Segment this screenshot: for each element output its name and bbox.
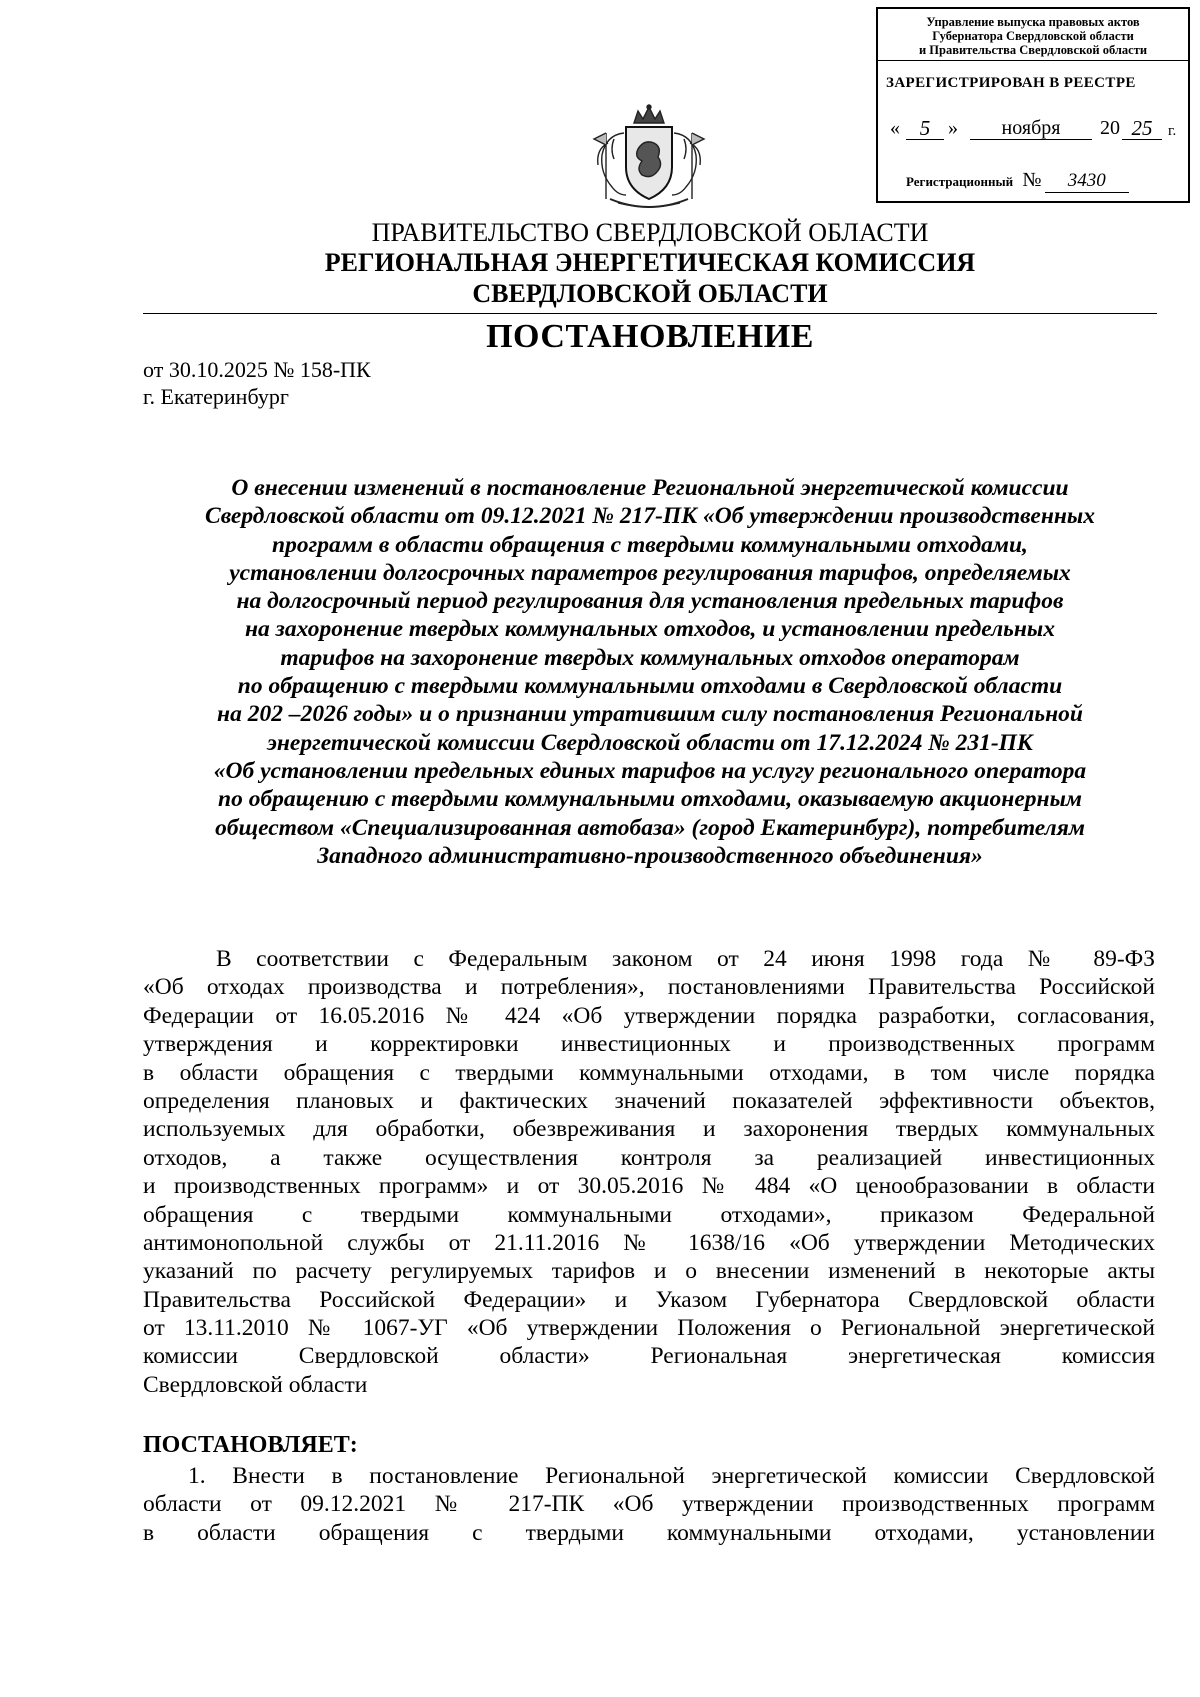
- stamp-day: 5: [906, 117, 944, 140]
- stamp-reg-label: Регистрационный: [906, 174, 1014, 189]
- stamp-year-prefix: 20: [1100, 117, 1120, 139]
- body-line: комиссии Свердловской области» Региональная энергетическая комиссия: [143, 1343, 1155, 1370]
- stamp-reg-value: 3430: [1045, 170, 1129, 193]
- title-line: Свердловской области от 09.12.2021 № 217-ПК «Об утверждении производственных: [205, 503, 1095, 530]
- title-line: на 202 –2026 годы» и о признании утратившим силу постановления Региональной: [217, 701, 1083, 728]
- title-line: на захоронение твердых коммунальных отходов, и установлении предельных: [245, 616, 1055, 643]
- commission-name-line1: РЕГИОНАЛЬНАЯ ЭНЕРГЕТИЧЕСКАЯ КОМИССИЯ: [324, 248, 976, 277]
- preamble-paragraph: [143, 945, 1155, 1399]
- title-line: по обращению с твердыми коммунальными отходами, оказываемую акционерным: [218, 786, 1082, 813]
- registration-stamp: [876, 7, 1190, 203]
- body-line: от 13.11.2010 № 1067-УГ «Об утверждении Положения о Региональной энергетической: [143, 1315, 1155, 1342]
- body-line: Правительства Российской Федерации» и Указом Губернатора Свердловской области: [143, 1286, 1155, 1313]
- title-line: О внесении изменений в постановление Региональной энергетической комиссии: [231, 475, 1069, 501]
- item-1-paragraph: [143, 1462, 1155, 1547]
- body-line: Федерации от 16.05.2016 № 424 «Об утверждении порядка разработки, согласования,: [143, 1002, 1155, 1029]
- title-line: «Об установлении предельных единых тарифов на услугу регионального оператора: [213, 757, 1087, 784]
- body-line: В соответствии с Федеральным законом от 24 июня 1998 года № 89-ФЗ: [216, 946, 1155, 972]
- commission-name-line2: СВЕРДЛОВСКОЙ ОБЛАСТИ: [472, 279, 828, 308]
- title-line: на долгосрочный период регулирования для установления предельных тарифов: [236, 588, 1064, 615]
- government-name: ПРАВИТЕЛЬСТВО СВЕРДЛОВСКОЙ ОБЛАСТИ: [371, 218, 929, 247]
- body-line: в области обращения с твердыми коммунальными отходами, в том числе порядка: [143, 1059, 1155, 1086]
- body-line: определения плановых и фактических значений показателей эффективности объектов,: [143, 1087, 1155, 1114]
- stamp-quote-open: «: [890, 117, 900, 139]
- header-divider: [143, 313, 1157, 314]
- body-line: указаний по расчету регулируемых тарифов и о внесении изменений в некоторые акты: [143, 1258, 1155, 1285]
- body-line: отходов, а также осуществления контроля за реализацией инвестиционных: [143, 1144, 1155, 1171]
- body-line: области от 09.12.2021 № 217-ПК «Об утверждении производственных программ: [143, 1491, 1155, 1518]
- document-type-heading: ПОСТАНОВЛЕНИЕ: [486, 318, 814, 355]
- title-line: программ в области обращения с твердыми коммунальными отходами,: [272, 531, 1028, 558]
- body-line: в области обращения с твердыми коммунальными отходами, установлении: [143, 1519, 1155, 1546]
- stamp-registered-label: ЗАРЕГИСТРИРОВАН В РЕЕСТРЕ: [886, 75, 1136, 91]
- body-line: используемых для обработки, обезвреживания и захоронения твердых коммунальных: [143, 1116, 1155, 1143]
- body-line: «Об отходах производства и потребления», постановлениями Правительства Российской: [143, 974, 1155, 1001]
- stamp-header-line: Управление выпуска правовых актов: [926, 15, 1140, 29]
- stamp-num-sign: №: [1022, 169, 1042, 191]
- title-line: энергетической комиссии Свердловской области от 17.12.2024 № 231-ПК: [267, 729, 1033, 756]
- body-line: Свердловской области: [143, 1371, 368, 1398]
- body-line: утверждения и корректировки инвестиционных и производственных программ: [143, 1031, 1155, 1058]
- document-date-number: от 30.10.2025 № 158-ПК: [143, 357, 371, 382]
- stamp-header: [878, 9, 1188, 61]
- stamp-quote-close: »: [948, 117, 958, 139]
- title-line: установлении долгосрочных параметров регулирования тарифов, определяемых: [229, 559, 1071, 586]
- stamp-year-suffix: 25: [1122, 117, 1162, 140]
- stamp-month: ноября: [970, 117, 1092, 140]
- stamp-year-mark: г.: [1168, 123, 1177, 139]
- stamp-header-line: и Правительства Свердловской области: [918, 43, 1148, 57]
- body-line: и производственных программ» и от 30.05.2016 № 484 «О ценообразовании в области: [143, 1173, 1155, 1200]
- document-city: г. Екатеринбург: [143, 384, 289, 409]
- title-line: Западного административно-производственного объединения»: [317, 842, 983, 869]
- title-line: по обращению с твердыми коммунальными отходами в Свердловской области: [237, 673, 1063, 700]
- stamp-reg-number: [906, 169, 1186, 193]
- title-line: обществом «Специализированная автобаза» (город Екатеринбург), потребителям: [215, 814, 1085, 841]
- body-line: 1. Внести в постановление Региональной энергетической комиссии Свердловской: [188, 1463, 1155, 1489]
- body-line: антимонопольной службы от 21.11.2016 № 1638/16 «Об утверждении Методических: [143, 1229, 1155, 1256]
- body-line: обращения с твердыми коммунальными отходами», приказом Федеральной: [143, 1201, 1155, 1228]
- stamp-header-line: Губернатора Свердловской области: [932, 29, 1134, 43]
- coat-of-arms-emblem: [580, 103, 718, 217]
- document-title: [140, 474, 1160, 870]
- title-line: тарифов на захоронение твердых коммунальных отходов операторам: [280, 644, 1020, 671]
- resolves-heading: ПОСТАНОВЛЯЕТ:: [143, 1432, 358, 1458]
